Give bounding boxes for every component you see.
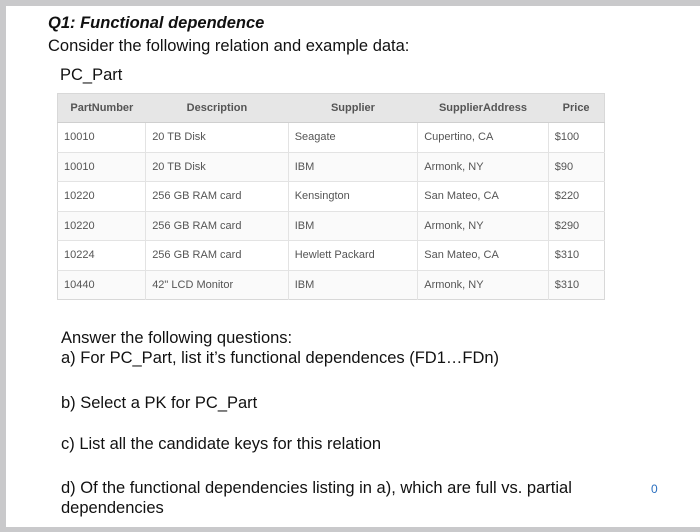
question-a: a) For PC_Part, list it’s functional dependences (FD1…FDn) xyxy=(61,349,500,367)
cell-description: 256 GB RAM card xyxy=(146,211,289,241)
cell-price: $310 xyxy=(548,270,604,300)
cell-supplieraddress: Armonk, NY xyxy=(418,211,548,241)
table-row xyxy=(58,123,605,153)
cell-supplier: IBM xyxy=(288,211,418,241)
header-supplier: Supplier xyxy=(288,94,418,123)
cell-supplieraddress: Armonk, NY xyxy=(418,270,548,300)
relation-name: PC_Part xyxy=(60,66,123,84)
bottom-border xyxy=(0,527,700,532)
cell-supplier: IBM xyxy=(288,152,418,182)
cell-supplier: Kensington xyxy=(288,182,418,212)
table-row xyxy=(58,241,605,271)
cell-price: $290 xyxy=(548,211,604,241)
cell-description: 42" LCD Monitor xyxy=(146,270,289,300)
cell-partnumber: 10220 xyxy=(58,182,146,212)
left-border xyxy=(0,0,6,532)
cell-description: 20 TB Disk xyxy=(146,152,289,182)
cell-description: 20 TB Disk xyxy=(146,123,289,153)
table-row xyxy=(58,182,605,212)
table-row xyxy=(58,270,605,300)
cell-supplier: Hewlett Packard xyxy=(288,241,418,271)
cell-supplieraddress: Cupertino, CA xyxy=(418,123,548,153)
cell-supplieraddress: San Mateo, CA xyxy=(418,182,548,212)
header-partnumber: PartNumber xyxy=(58,94,146,123)
table-row xyxy=(58,152,605,182)
cell-supplier: IBM xyxy=(288,270,418,300)
answers-heading: Answer the following questions: xyxy=(61,329,293,347)
question-c: c) List all the candidate keys for this relation xyxy=(61,435,382,453)
cell-price: $100 xyxy=(548,123,604,153)
question-title: Q1: Functional dependence xyxy=(48,14,265,32)
table-header-row xyxy=(58,94,605,123)
question-intro: Consider the following relation and example data: xyxy=(48,37,410,55)
cell-partnumber: 10010 xyxy=(58,152,146,182)
table-row xyxy=(58,211,605,241)
answer-counter: 0 xyxy=(651,482,658,496)
top-border xyxy=(0,0,700,6)
question-b: b) Select a PK for PC_Part xyxy=(61,394,258,412)
cell-price: $90 xyxy=(548,152,604,182)
cell-partnumber: 10224 xyxy=(58,241,146,271)
cell-partnumber: 10440 xyxy=(58,270,146,300)
cell-supplier: Seagate xyxy=(288,123,418,153)
cell-supplieraddress: San Mateo, CA xyxy=(418,241,548,271)
question-d: d) Of the functional dependencies listing in a), which are full vs. partial dependencies xyxy=(61,479,572,517)
cell-price: $220 xyxy=(548,182,604,212)
cell-supplieraddress: Armonk, NY xyxy=(418,152,548,182)
pc-part-table xyxy=(57,93,605,300)
header-supplieraddress: SupplierAddress xyxy=(418,94,548,123)
cell-partnumber: 10010 xyxy=(58,123,146,153)
cell-description: 256 GB RAM card xyxy=(146,241,289,271)
header-description: Description xyxy=(146,94,289,123)
cell-partnumber: 10220 xyxy=(58,211,146,241)
cell-price: $310 xyxy=(548,241,604,271)
header-price: Price xyxy=(548,94,604,123)
cell-description: 256 GB RAM card xyxy=(146,182,289,212)
